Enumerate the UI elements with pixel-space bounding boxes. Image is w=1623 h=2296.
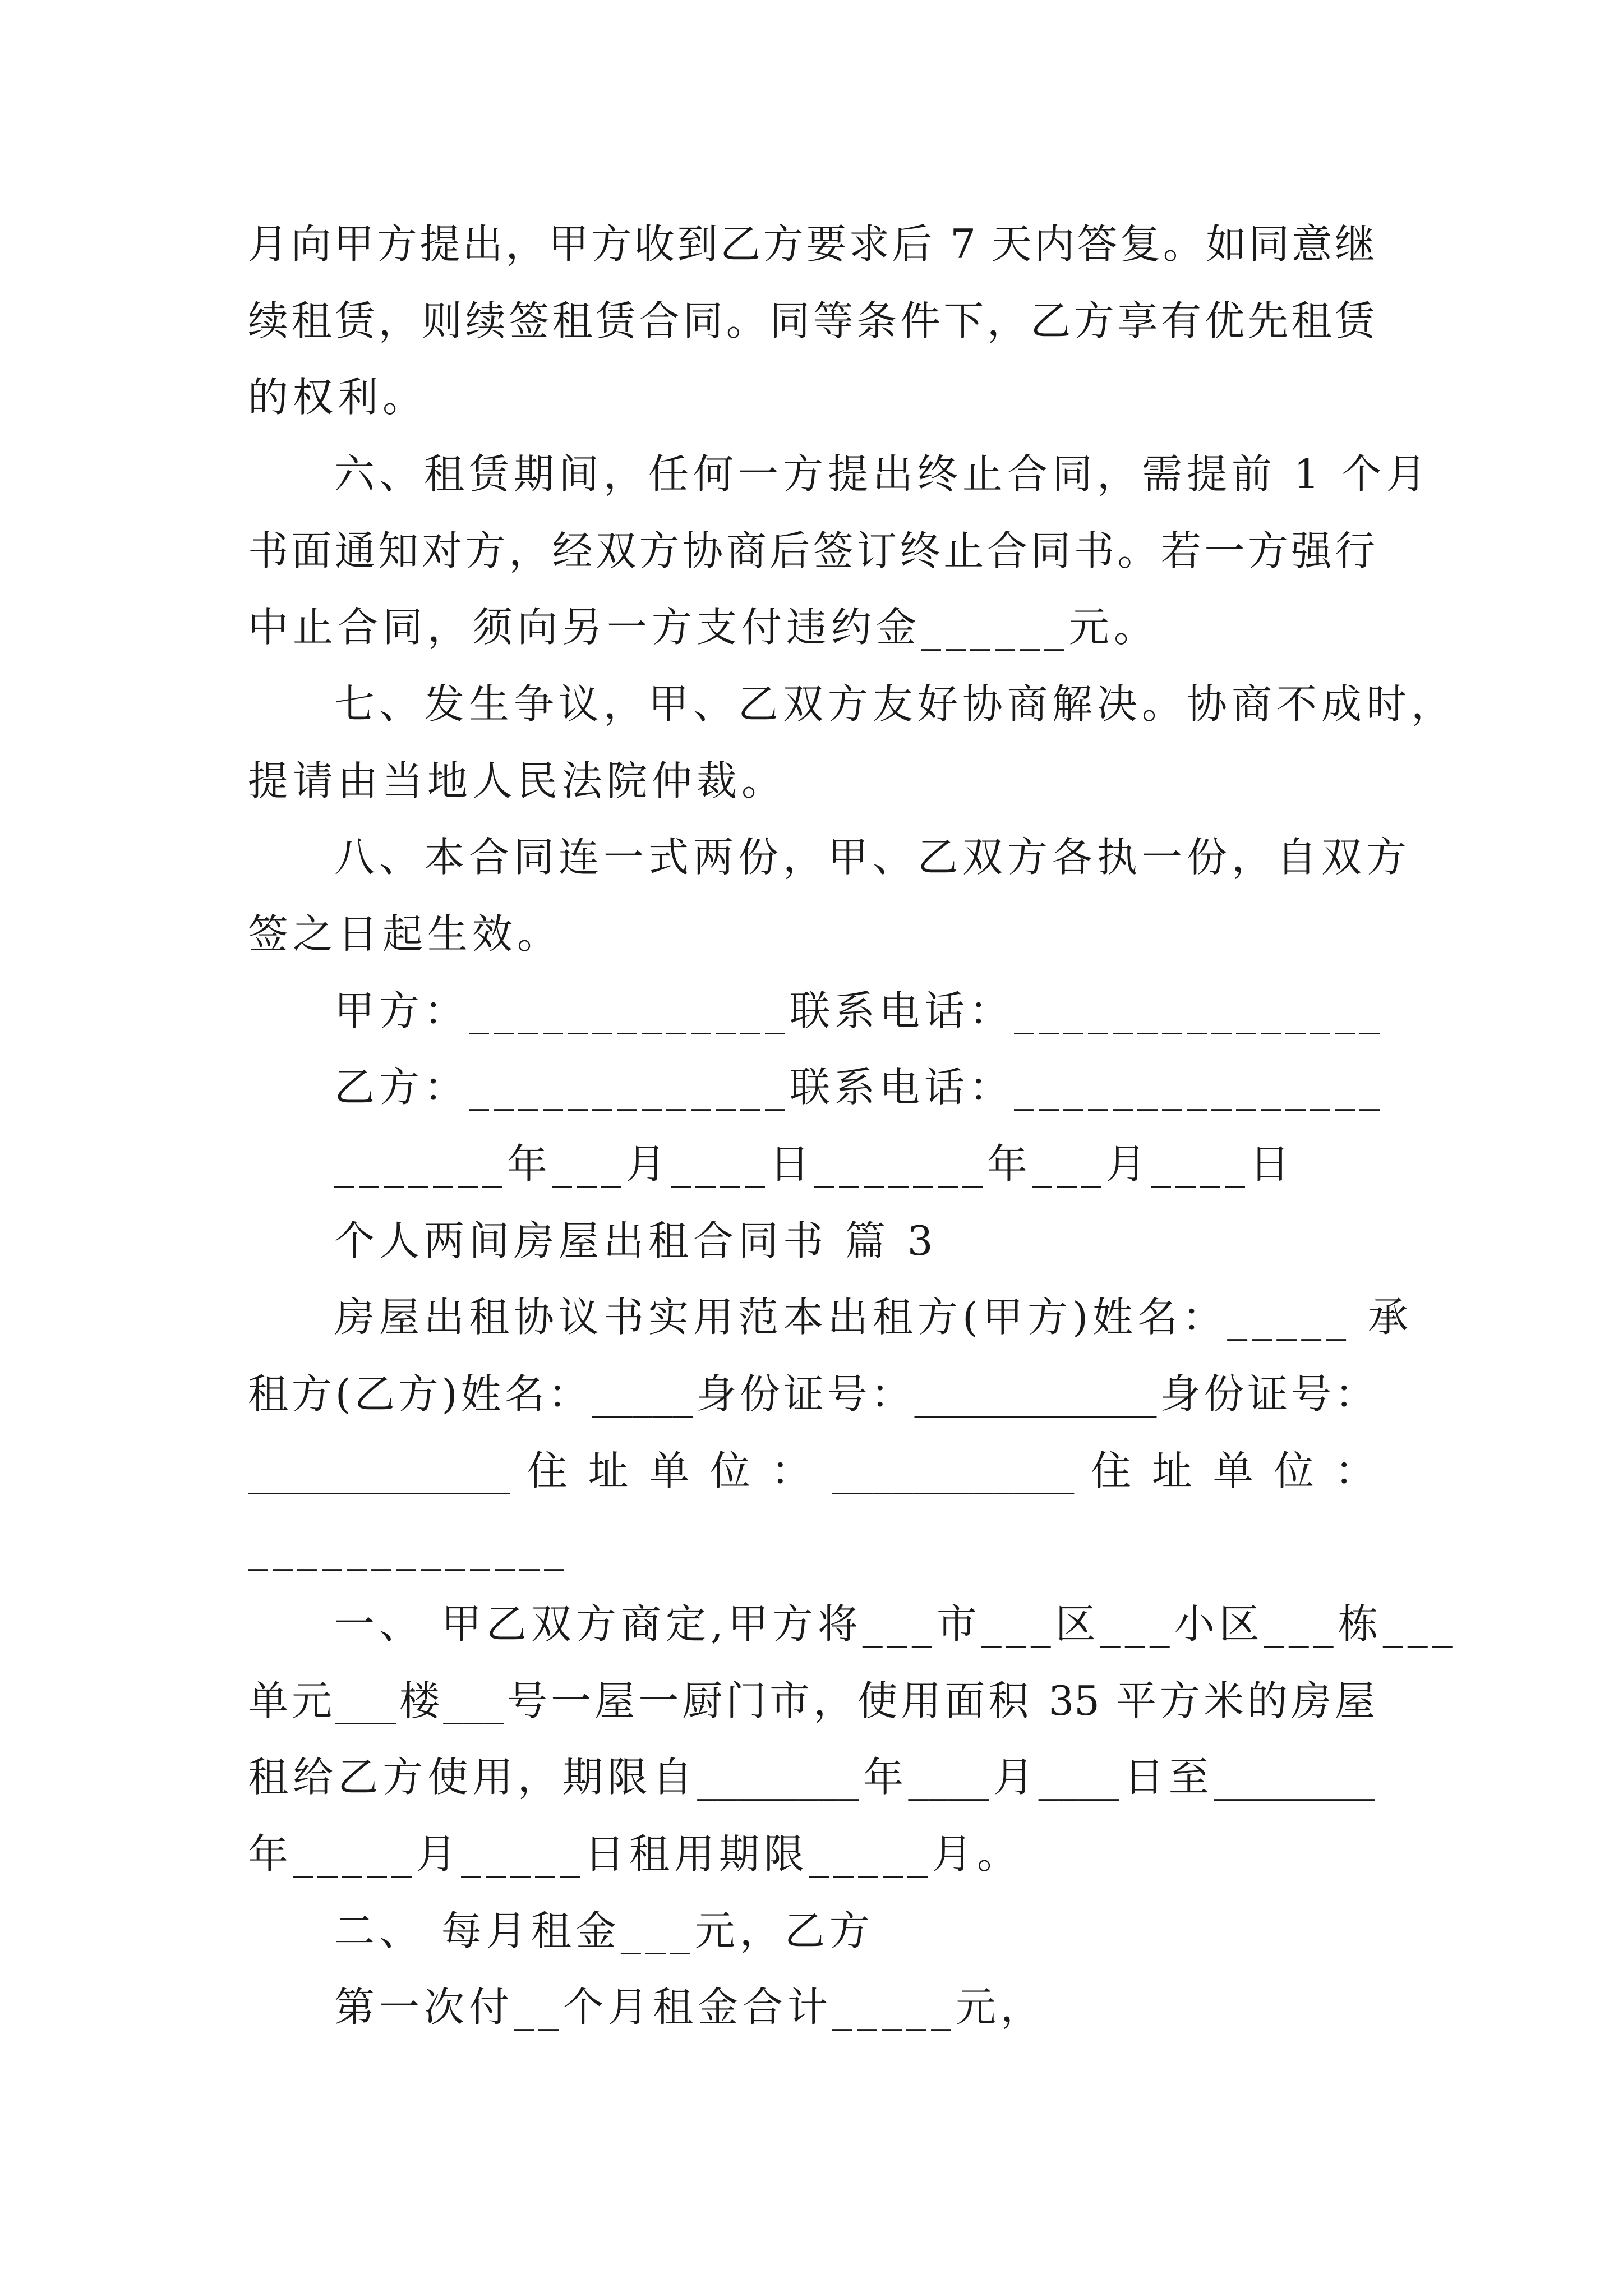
- text-line: 的权利。: [248, 374, 428, 421]
- text-line: 续租赁，则续签租赁合同。同等条件下，乙方享有优先租赁: [248, 297, 1375, 344]
- text-line: 租给乙方使用，期限自________年____月____日至________: [248, 1754, 1375, 1801]
- clause-six-line: 六、租赁期间，任何一方提出终止合同，需提前 1 个月: [334, 450, 1431, 498]
- text-line: 提请由当地人民法院仲裁。: [248, 757, 787, 804]
- text-line: 书面通知对方，经双方协商后签订终止合同书。若一方强行: [248, 527, 1375, 574]
- party-b-signature-line: 乙方：_____________联系电话：_______________: [334, 1064, 1385, 1111]
- text-line: 第一次付__个月租金合计_____元，: [334, 1984, 1046, 2031]
- text-line: 签之日起生效。: [248, 910, 562, 958]
- text-line: 中止合同，须向另一方支付违约金______元。: [248, 604, 1159, 651]
- text-line: _____________ 住 址 单 位 ： ____________ 住 址 单 位 ：: [248, 1447, 1375, 1494]
- text-line: 租方(乙方)姓名：_____身份证号：____________身份证号：: [248, 1370, 1375, 1418]
- clause-eight-line: 八、本合同连一式两份，甲、乙双方各执一份，自双方: [334, 834, 1412, 881]
- clause-seven-line: 七、发生争议，甲、乙双方友好协商解决。协商不成时，: [334, 680, 1456, 728]
- date-line: _______年___月____日_______年___月____日: [334, 1140, 1294, 1188]
- clause-two-line: 二、 每月租金___元，乙方: [334, 1907, 874, 1954]
- text-line: 年_____月_____日租用期限_____月。: [248, 1830, 1022, 1878]
- text-line: 单元___楼___号一屋一厨门市，使用面积 35 平方米的房屋: [248, 1677, 1375, 1724]
- text-line: _____________: [248, 1524, 569, 1571]
- clause-one-line: 一、 甲乙双方商定,甲方将___市___区___小区___栋___: [334, 1600, 1457, 1648]
- section-heading: 个人两间房屋出租合同书 篇 3: [334, 1217, 938, 1264]
- party-a-signature-line: 甲方：_____________联系电话：_______________: [334, 987, 1385, 1034]
- text-line: 房屋出租协议书实用范本出租方(甲方)姓名：_____ 承: [334, 1294, 1413, 1341]
- text-line: 月向甲方提出，甲方收到乙方要求后 7 天内答复。如同意继: [248, 220, 1375, 268]
